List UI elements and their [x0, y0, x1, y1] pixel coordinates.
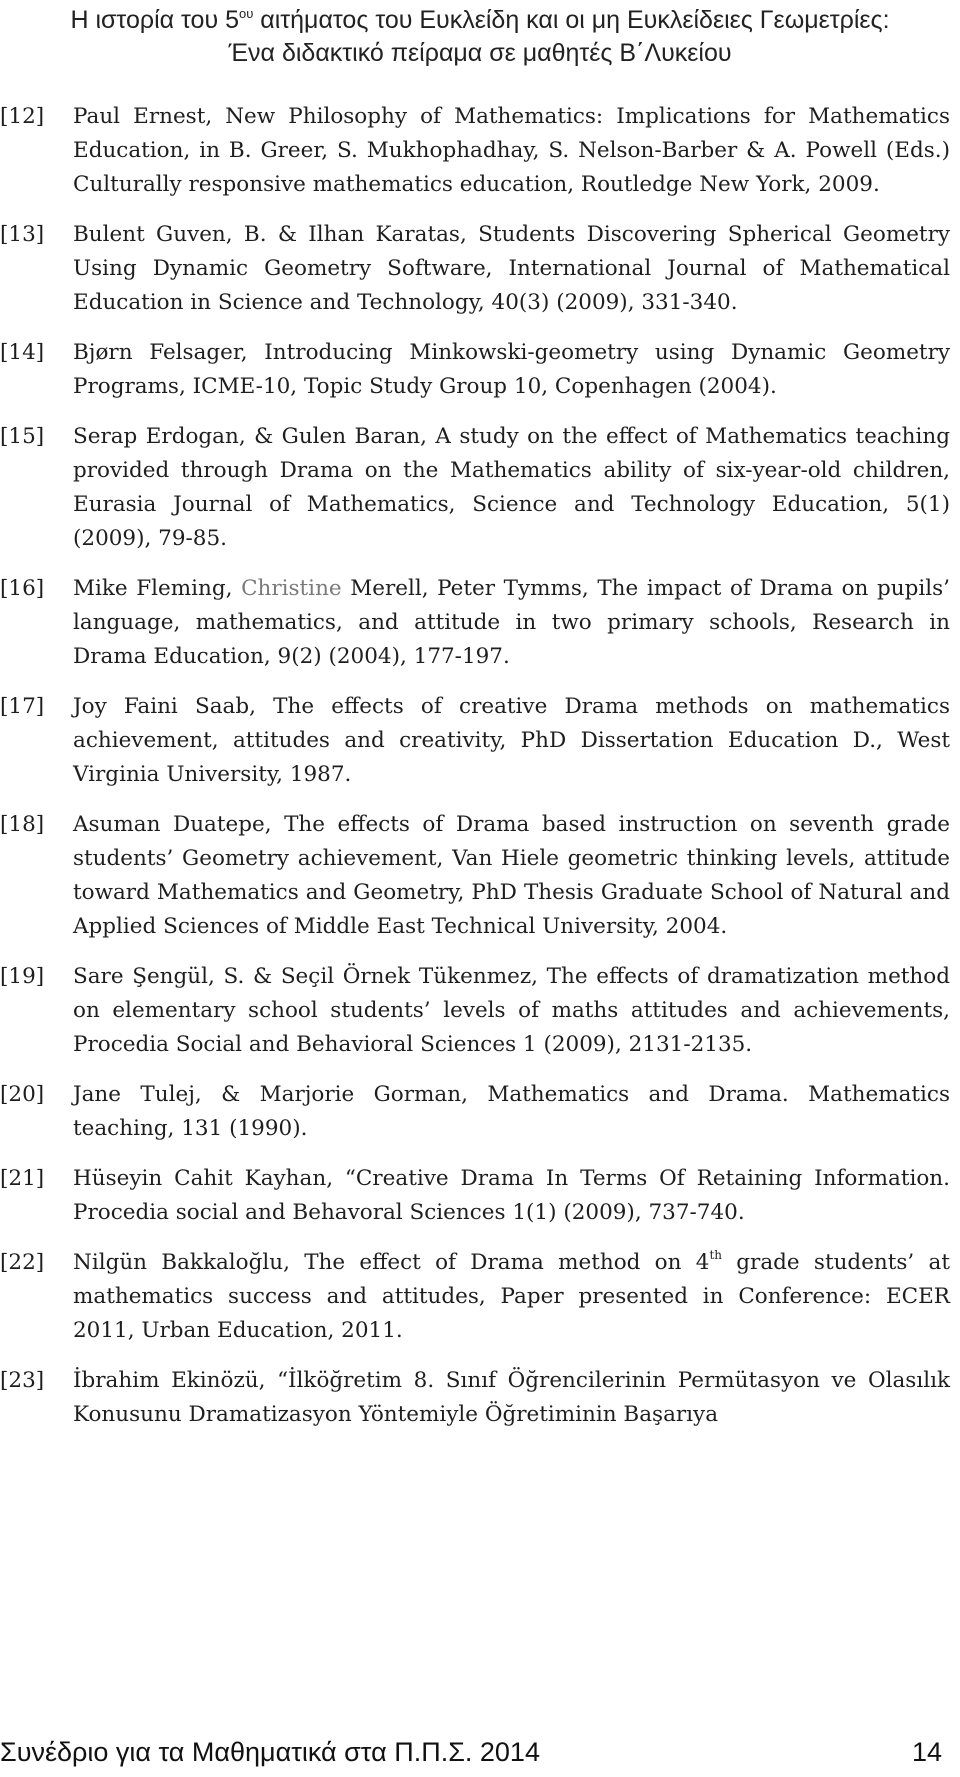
reference-text: Bulent Guven, B. & Ilhan Karatas, Students Discovering Spherical Geometry Using Dynamic Geometry Software, International Journal of Mathematical Education in Science and Technology, 40(3) (2009), 331-340.	[73, 222, 950, 315]
reference-text: İbrahim Ekinözü, “İlköğretim 8. Sınıf Öğrencilerinin Permütasyon ve Olasılık Konusunu Dramatizasyon Yöntemiyle Öğretiminin Başarıya	[73, 1368, 950, 1427]
reference-text: Hüseyin Cahit Kayhan, “Creative Drama In Terms Of Retaining Information. Procedia social and Behavoral Sciences 1(1) (2009), 737-740.	[73, 1166, 950, 1225]
reference-item	[0, 1162, 960, 1230]
reference-item	[0, 1246, 960, 1348]
reference-item	[0, 420, 960, 556]
reference-item	[0, 336, 960, 404]
reference-text: Asuman Duatepe, The effects of Drama based instruction on seventh grade students’ Geometry achievement, Van Hiele geometric thinking levels, attitude toward Mathematics and Geometry, PhD Thesis Graduate School of Natural and Applied Sciences of Middle East Technical University, 2004.	[73, 812, 950, 939]
reference-number: [21]	[0, 1166, 45, 1191]
reference-number: [19]	[0, 964, 45, 989]
reference-text-grey: Christine	[241, 576, 342, 601]
reference-text-start: Mike Fleming,	[73, 576, 242, 601]
reference-number: [13]	[0, 222, 45, 247]
reference-list	[0, 100, 960, 1448]
reference-item	[0, 100, 960, 202]
reference-item	[0, 1078, 960, 1146]
reference-item	[0, 808, 960, 944]
reference-number: [14]	[0, 340, 45, 365]
header-line-1-pre: Η ιστορία του 5	[70, 6, 239, 34]
reference-number: [20]	[0, 1082, 45, 1107]
header-line-1	[0, 4, 960, 37]
header-superscript: ου	[238, 6, 254, 21]
reference-item	[0, 218, 960, 320]
header-line-1-post: αιτήματος του Ευκλείδη και οι μη Ευκλείδειες Γεωμετρίες:	[253, 6, 890, 34]
reference-text-start: Nilgün Bakkaloğlu, The effect of Drama method on 4	[73, 1250, 710, 1275]
reference-text: Serap Erdogan, & Gulen Baran, A study on the effect of Mathematics teaching provided through Drama on the Mathematics ability of six-year-old children, Eurasia Journal of Mathematics, Science and Technology Education, 5(1) (2009), 79-85.	[73, 424, 950, 551]
running-header	[0, 4, 960, 70]
reference-number: [18]	[0, 812, 45, 837]
reference-number: [17]	[0, 694, 45, 719]
reference-text: Bjørn Felsager, Introducing Minkowski-geometry using Dynamic Geometry Programs, ICME-10, Topic Study Group 10, Copenhagen (2004).	[73, 340, 950, 399]
reference-superscript: th	[709, 1248, 722, 1262]
reference-item	[0, 960, 960, 1062]
reference-item	[0, 1364, 960, 1432]
reference-number: [22]	[0, 1250, 45, 1275]
page-number: 14	[911, 1737, 942, 1767]
reference-text: Paul Ernest, New Philosophy of Mathematics: Implications for Mathematics Education, in B. Greer, S. Mukhophadhay, S. Nelson-Barber & A. Powell (Eds.) Culturally responsive mathematics education, Routledge New York, 2009.	[73, 104, 950, 197]
reference-item	[0, 690, 960, 792]
reference-text: Sare Şengül, S. & Seçil Örnek Tükenmez, The effects of dramatization method on elementary school students’ levels of maths attitudes and achievements, Procedia Social and Behavioral Sciences 1 (2009), 2131-2135.	[73, 964, 950, 1057]
reference-item	[0, 572, 960, 674]
reference-text-end: Merell, Peter Tymms, The impact of Drama on pupils’ language, mathematics, and attitude in two primary schools, Research in Drama Education, 9(2) (2004), 177-197.	[73, 576, 950, 669]
running-footer	[0, 1732, 960, 1772]
header-line-2: Ένα διδακτικό πείραμα σε μαθητές Β΄Λυκείου	[228, 39, 732, 67]
reference-number: [16]	[0, 576, 45, 601]
reference-number: [23]	[0, 1368, 45, 1393]
reference-text: Joy Faini Saab, The effects of creative Drama methods on mathematics achievement, attitudes and creativity, PhD Dissertation Education D., West Virginia University, 1987.	[73, 694, 950, 787]
reference-number: [15]	[0, 424, 45, 449]
reference-text-end: grade students’ at mathematics success and attitudes, Paper presented in Conference: ECER 2011, Urban Education, 2011.	[73, 1250, 951, 1343]
reference-number: [12]	[0, 104, 45, 129]
footer-conference: Συνέδριο για τα Μαθηματικά στα Π.Π.Σ. 2014	[0, 1737, 540, 1767]
reference-text: Jane Tulej, & Marjorie Gorman, Mathematics and Drama. Mathematics teaching, 131 (1990).	[73, 1082, 950, 1141]
